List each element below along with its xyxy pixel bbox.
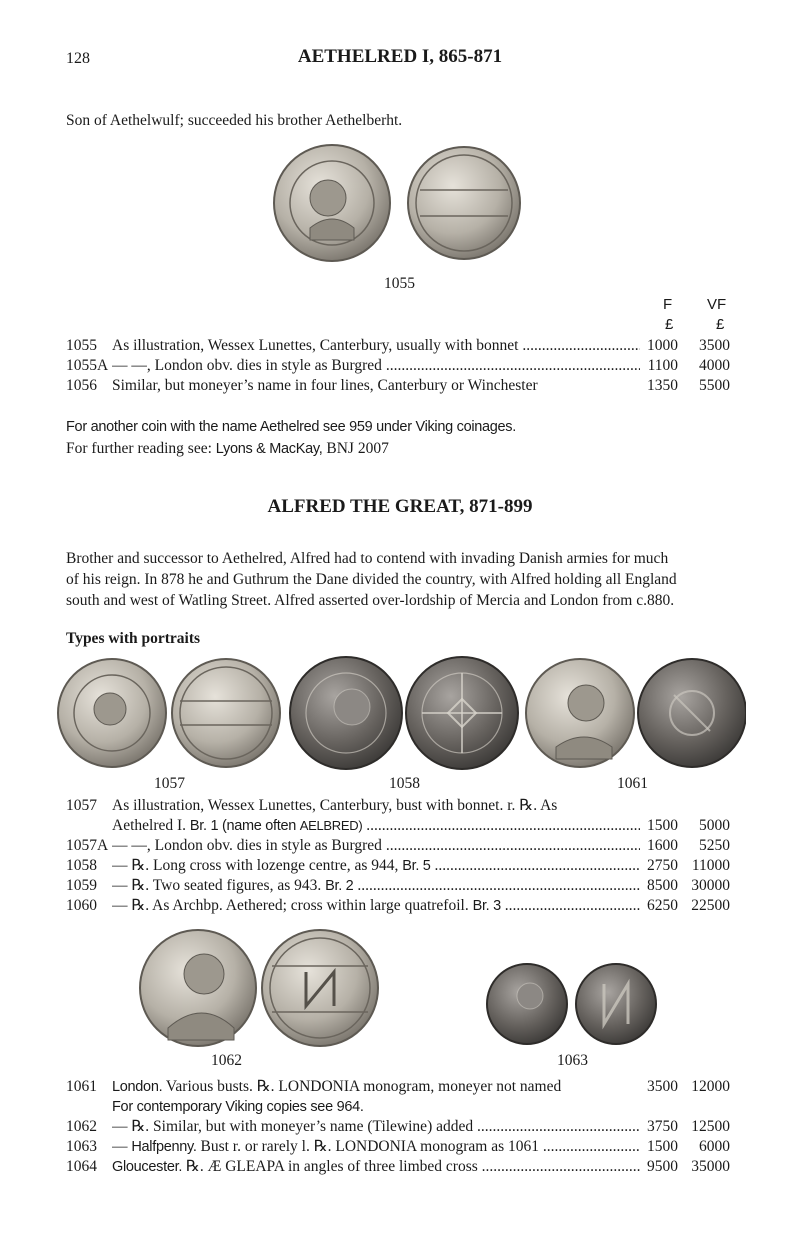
desc-part: — ℞. As Archbp. Aethered; cross within large quatrefoil.: [112, 897, 473, 914]
coin-1058-obverse: [290, 657, 402, 769]
currency-vf: £: [716, 316, 725, 333]
coin-1057-reverse: [172, 659, 280, 767]
page-number: 128: [66, 50, 90, 67]
catalogue-row-1055: [66, 336, 730, 356]
aethelred-intro: Son of Aethelwulf; succeeded his brother Aethelberht.: [66, 112, 403, 129]
subhead-types-with-portraits: Types with portraits: [66, 630, 201, 647]
price-vf: 6000: [699, 1138, 730, 1155]
row-description: — ℞. Similar, but with moneyer’s name (Tilewine) added .....: [112, 1117, 640, 1137]
price-vf: 5250: [699, 837, 730, 854]
price-f: 3500: [647, 1078, 678, 1095]
desc-part: — ℞. Two seated figures, as 943.: [112, 877, 326, 894]
coin-1055-reverse: [408, 147, 520, 259]
catalogue-row-1057-cont: [66, 816, 730, 836]
coin-1063-obverse: [487, 964, 567, 1044]
coin-1062-reverse: [262, 930, 378, 1046]
row-number: 1061: [66, 1078, 97, 1095]
price-vf: 22500: [691, 897, 730, 914]
price-vf: 35000: [691, 1158, 730, 1175]
price-f: 1000: [647, 337, 678, 354]
desc-part: Gloucester.: [112, 1159, 183, 1175]
row-description: [112, 896, 640, 916]
row-number: 1063: [66, 1138, 97, 1155]
catalogue-row-1058: [66, 856, 730, 876]
catalogue-row-1057: [66, 796, 730, 816]
desc-part: London.: [112, 1079, 163, 1095]
figure-caption-1061: 1061: [617, 775, 648, 792]
price-f: 9500: [647, 1158, 678, 1175]
price-f: 1600: [647, 837, 678, 854]
row-description: For contemporary Viking copies see 964.: [112, 1099, 364, 1115]
row-description: Similar, but moneyer’s name in four lines, Canterbury or Winchester: [112, 377, 538, 394]
price-f: 2750: [647, 857, 678, 874]
price-vf: 3500: [699, 337, 730, 354]
col-header-f: F: [663, 296, 673, 313]
row-description: — —, London obv. dies in style as Burgred .....: [112, 356, 640, 376]
alfred-intro-line-3: south and west of Watling Street. Alfred asserted over-lordship of Mercia and London from c.880.: [66, 592, 675, 609]
catalogue-row-1059: [66, 876, 730, 896]
price-f: 8500: [647, 877, 678, 894]
note-further-reading: [66, 438, 736, 460]
desc-part: —: [112, 1138, 132, 1155]
desc-part: Br. 5: [402, 858, 431, 874]
price-vf: 4000: [699, 357, 730, 374]
desc-part: — ℞. Long cross with lozenge centre, as 944,: [112, 857, 403, 874]
figure-caption-1055: 1055: [384, 275, 415, 292]
price-vf: 12500: [691, 1118, 730, 1135]
row-description: As illustration, Wessex Lunettes, Canterbury, bust with bonnet. r. ℞. As: [112, 797, 558, 814]
figure-caption-1057: 1057: [154, 775, 185, 792]
row-description: [112, 1077, 640, 1097]
catalogue-row-1064: [66, 1157, 730, 1177]
coin-image-1055: [270, 140, 530, 270]
row-description: [112, 1157, 640, 1177]
row-description: [112, 876, 640, 896]
row-description: [112, 856, 640, 876]
desc-part: ℞. Æ GLEAPA in angles of three limbed cross: [182, 1158, 478, 1175]
running-title: AETHELRED I, 865-871: [297, 46, 503, 67]
row-description: [112, 816, 640, 836]
price-f: 6250: [647, 897, 678, 914]
desc-part: Halfpenny.: [131, 1139, 197, 1155]
alfred-intro-line-1: Brother and successor to Aethelred, Alfred had to contend with invading Danish armies for much: [66, 550, 669, 567]
price-f: 1350: [647, 377, 678, 394]
row-description: As illustration, Wessex Lunettes, Canterbury, usually with bonnet .....: [112, 336, 640, 356]
price-f: 3750: [647, 1118, 678, 1135]
note-viking-coinages: For another coin with the name Aethelred see 959 under Viking coinages.: [66, 419, 516, 435]
price-vf: 30000: [691, 877, 730, 894]
desc-part: Br. 2: [325, 878, 354, 894]
desc-part: AELBRED): [299, 818, 363, 833]
figure-caption-1058: 1058: [389, 775, 420, 792]
price-vf: 12000: [691, 1078, 730, 1095]
row-description: — —, London obv. dies in style as Burgred .....: [112, 836, 640, 856]
currency-f: £: [665, 316, 674, 333]
coin-1062-obverse: [140, 930, 256, 1046]
coin-images-row-1: [56, 655, 746, 773]
price-f: 1500: [647, 817, 678, 834]
desc-part: Aethelred I.: [112, 817, 190, 834]
price-vf: 5500: [699, 377, 730, 394]
catalogue-row-1057a: [66, 836, 730, 856]
coin-images-row-2: [138, 928, 668, 1048]
desc-part: Bust r. or rarely l. ℞. LONDONIA monogram as 1061: [196, 1138, 539, 1155]
figure-caption-1062: 1062: [211, 1052, 242, 1069]
coin-1058-reverse: [406, 657, 518, 769]
catalogue-row-1060: [66, 896, 730, 916]
row-number: 1062: [66, 1118, 97, 1135]
alfred-intro: [66, 548, 736, 611]
price-vf: 11000: [691, 857, 730, 874]
row-number: 1060: [66, 897, 97, 914]
coin-1055-obverse: [274, 145, 390, 261]
row-number: 1057A: [66, 837, 109, 854]
row-number: 1056: [66, 377, 97, 394]
row-description: [112, 1137, 640, 1157]
catalogue-row-1062: [66, 1117, 730, 1137]
catalogue-row-1061-note: [66, 1097, 730, 1117]
col-header-vf: VF: [707, 296, 727, 313]
catalogue-row-1063: [66, 1137, 730, 1157]
price-f: 1100: [647, 357, 678, 374]
section-title-alfred: ALFRED THE GREAT, 871-899: [267, 496, 533, 517]
row-number: 1055A: [66, 357, 109, 374]
note-prefix: For further reading see:: [66, 440, 216, 457]
price-vf: 5000: [699, 817, 730, 834]
note-suffix: BNJ 2007: [322, 440, 389, 457]
row-number: 1057: [66, 797, 97, 814]
row-number: 1058: [66, 857, 97, 874]
note-authors: Lyons & MacKay,: [215, 441, 323, 457]
catalogue-row-1056: [66, 376, 730, 396]
figure-caption-1063: 1063: [557, 1052, 588, 1069]
catalogue-row-1061: [66, 1077, 730, 1097]
catalogue-row-1055a: [66, 356, 730, 376]
row-number: 1064: [66, 1158, 97, 1175]
desc-part: Br. 3: [472, 898, 501, 914]
alfred-intro-line-2: of his reign. In 878 he and Guthrum the Dane divided the country, with Alfred holding all England: [66, 571, 677, 588]
coin-1061-obverse: [526, 659, 634, 767]
coin-1061-reverse: [638, 659, 746, 767]
row-number: 1055: [66, 337, 97, 354]
row-number: 1059: [66, 877, 97, 894]
desc-part: Br. 1 (name often: [189, 818, 300, 834]
coin-1057-obverse: [58, 659, 166, 767]
price-f: 1500: [647, 1138, 678, 1155]
desc-part: Various busts. ℞. LONDONIA monogram, moneyer not named: [162, 1078, 562, 1095]
coin-1063-reverse: [576, 964, 656, 1044]
